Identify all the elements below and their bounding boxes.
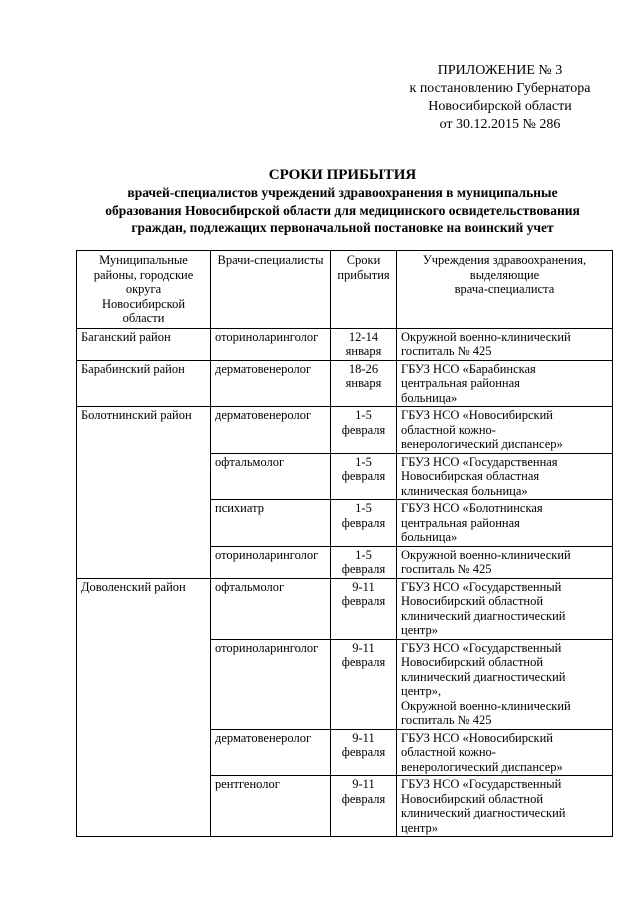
institution-cell (397, 453, 613, 500)
header-text-line: области (122, 311, 165, 325)
title-sub-line-2: образования Новосибирской области для медицинского освидетельствования (105, 202, 580, 218)
institution-line: госпиталь № 425 (401, 713, 492, 727)
dates-line: 1-5 (355, 547, 372, 562)
institution-cell (397, 578, 613, 639)
doctor-cell: рентгенолог (211, 776, 331, 837)
dates-line: февраля (341, 745, 386, 759)
institution-line: ГБУЗ НСО «Государственная (401, 454, 558, 469)
dates-cell (331, 729, 397, 776)
header-text-line: врача-специалиста (454, 282, 555, 296)
institution-line: клиническая больница» (401, 483, 528, 498)
institution-line: госпиталь № 425 (401, 562, 492, 576)
header-text-line: Новосибирской (101, 296, 186, 311)
institution-line: ГБУЗ НСО «Новосибирский (401, 730, 553, 745)
institution-cell (397, 546, 613, 578)
header-text-line: Сроки (346, 253, 381, 267)
table-row (77, 360, 613, 407)
dates-line: февраля (341, 422, 386, 437)
district-cell: Баганский район (77, 328, 211, 360)
institution-line: клинический диагностический (401, 608, 566, 623)
dates-cell (331, 500, 397, 547)
title-sub-line-1: врачей-специалистов учреждений здравоохранения в муниципальные (127, 185, 558, 200)
institution-line: клинический диагностический (401, 669, 566, 684)
dates-cell (331, 360, 397, 407)
doctor-cell: дерматовенеролог (211, 360, 331, 407)
header-district (77, 251, 211, 329)
header-text-line: Врачи-специалисты (217, 253, 324, 267)
institution-cell (397, 360, 613, 407)
institution-line: ГБУЗ НСО «Барабинская (401, 361, 536, 376)
dates-line: февраля (341, 469, 386, 483)
institution-line: больница» (401, 530, 458, 544)
doctor-cell: офтальмолог (211, 453, 331, 500)
institution-line: венерологический диспансер» (401, 759, 563, 774)
dates-line: 12-14 (348, 329, 379, 344)
institution-line: Новосибирский областной (401, 594, 544, 608)
header-doctor (211, 251, 331, 329)
header-text-line: выделяющие (469, 267, 540, 282)
appendix-region: Новосибирской области (428, 99, 572, 114)
institution-line: венерологический диспансер» (401, 437, 563, 451)
table-row (77, 407, 613, 454)
institution-line: больница» (401, 390, 458, 405)
institution-line: центральная районная (401, 515, 520, 530)
institution-cell (397, 729, 613, 776)
doctor-cell: оториноларинголог (211, 328, 331, 360)
appendix-header (380, 62, 620, 134)
dates-line: 18-26 (348, 361, 379, 376)
dates-cell (331, 546, 397, 578)
header-text-line: Муниципальные (99, 253, 188, 267)
district-cell: Барабинский район (77, 360, 211, 407)
header-text-line: округа (125, 282, 162, 296)
institution-line: Новосибирский областной (401, 655, 544, 669)
dates-line: 1-5 (355, 454, 372, 469)
header-institution (397, 251, 613, 329)
header-text-line: Учреждения здравоохранения, (422, 253, 587, 267)
arrival-schedule-table (76, 250, 613, 837)
doctor-cell: оториноларинголог (211, 639, 331, 729)
dates-cell (331, 639, 397, 729)
dates-cell (331, 578, 397, 639)
institution-line: ГБУЗ НСО «Государственный (401, 777, 562, 791)
institution-line: Окружной военно-клинический (401, 329, 571, 344)
institution-line: центральная районная (401, 376, 520, 390)
institution-line: Новосибирский областной (401, 791, 544, 806)
institution-line: областной кожно- (401, 745, 496, 759)
header-text-line: прибытия (337, 267, 390, 282)
dates-cell (331, 328, 397, 360)
header-text-line: районы, городские (93, 267, 194, 282)
appendix-date: от 30.12.2015 № 286 (439, 117, 561, 132)
institution-line: центр», (401, 684, 442, 698)
doctor-cell: дерматовенеролог (211, 407, 331, 454)
doctor-cell: оториноларинголог (211, 546, 331, 578)
district-cell: Доволенский район (77, 578, 211, 837)
institution-line: Новосибирская областная (401, 469, 540, 483)
dates-cell (331, 453, 397, 500)
institution-line: центр» (401, 623, 439, 637)
dates-line: февраля (341, 655, 386, 669)
institution-line: Окружной военно-клинический (401, 698, 571, 713)
dates-line: февраля (341, 791, 386, 806)
district-cell: Болотнинский район (77, 407, 211, 579)
institution-cell (397, 776, 613, 837)
document-title (60, 166, 625, 237)
dates-line: 9-11 (352, 579, 375, 594)
institution-cell (397, 639, 613, 729)
doctor-cell: психиатр (211, 500, 331, 547)
institution-line: ГБУЗ НСО «Государственный (401, 579, 562, 594)
institution-cell (397, 500, 613, 547)
dates-line: февраля (341, 562, 386, 576)
dates-line: 1-5 (355, 408, 372, 422)
institution-line: госпиталь № 425 (401, 344, 492, 358)
dates-cell (331, 776, 397, 837)
title-main: СРОКИ ПРИБЫТИЯ (268, 167, 417, 183)
dates-line: февраля (341, 594, 386, 608)
appendix-decree: к постановлению Губернатора (409, 81, 591, 96)
title-sub-line-3: граждан, подлежащих первоначальной постановке на воинский учет (131, 220, 554, 235)
institution-line: Окружной военно-клинический (401, 547, 571, 562)
header-dates (331, 251, 397, 329)
doctor-cell: дерматовенеролог (211, 729, 331, 776)
institution-line: клинический диагностический (401, 806, 566, 820)
dates-line: 9-11 (352, 640, 375, 655)
table-row (77, 578, 613, 639)
institution-line: областной кожно- (401, 422, 496, 437)
dates-line: января (345, 376, 382, 390)
institution-line: ГБУЗ НСО «Новосибирский (401, 408, 553, 422)
table-header-row (77, 251, 613, 329)
institution-line: ГБУЗ НСО «Болотнинская (401, 501, 543, 515)
dates-line: 1-5 (355, 501, 372, 515)
institution-line: центр» (401, 820, 439, 835)
appendix-number: ПРИЛОЖЕНИЕ № 3 (437, 63, 563, 78)
table-body (77, 328, 613, 837)
doctor-cell: офтальмолог (211, 578, 331, 639)
dates-line: января (345, 344, 382, 358)
dates-cell (331, 407, 397, 454)
dates-line: 9-11 (352, 777, 375, 791)
table-row (77, 328, 613, 360)
institution-cell (397, 407, 613, 454)
institution-line: ГБУЗ НСО «Государственный (401, 640, 562, 655)
dates-line: февраля (341, 515, 386, 530)
dates-line: 9-11 (352, 730, 375, 745)
institution-cell (397, 328, 613, 360)
